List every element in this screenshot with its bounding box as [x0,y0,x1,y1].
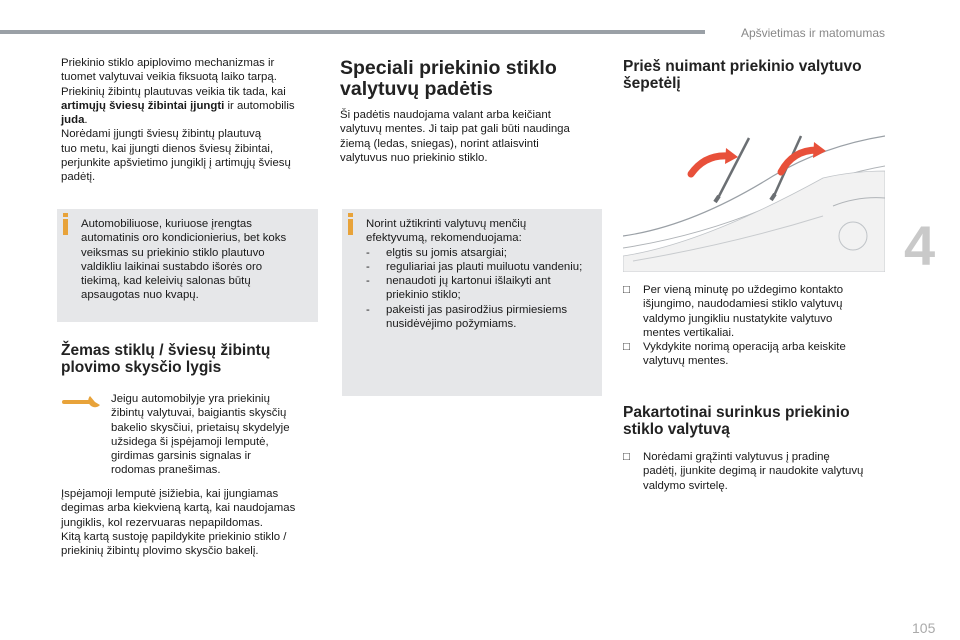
list-item: □ Norėdami grąžinti valytuvus į pradinę padėtį, įjunkite degimą ir naudokite valytuvų valdymo svirtelę. [623,451,864,492]
list-item: □ Vykdykite norimą operaciją arba keiskite valytuvų mentes. [623,341,846,368]
warning-lamp-text: Jeigu automobilyje yra priekinių žibintų valytuvai, baigiantis skysčių bakelio skysčiui, prietaisų skydelyje užsidega ši įspėjamoji lemputė, girdimas garsinis signalas ir rodomas pranešimas. [111,393,290,477]
list-item: - elgtis su jomis atsargiai; [366,246,507,259]
special-position-paragraph: Ši padėtis naudojama valant arba keičiant valytuvų mentes. Ji taip pat gali būti naudinga žiemą (ledas, sniegas), norint atlaisvinti valytuvus nuo priekinio stiklo. [340,109,570,164]
blade-care-list [366,246,594,332]
windshield-wiper-illustration [623,116,885,272]
wrench-warning-icon [62,394,102,410]
list-item: - nenaudoti jų kartonui išlaikyti ant priekinio stiklo; [366,275,551,302]
info-box-air-conditioning: Automobiliuose, kuriuose įrengtas automatinis oro kondicionierius, bet koks veiksmas su priekinio stiklo plautuvo valdikliu laikinai sustabdo išorės oro tiekimą, kad keleivių salonas būtų apsaugotas nuo kvapų. [57,209,318,322]
section-heading-fluid-level: Žemas stiklų / šviesų žibintų plovimo skysčio lygis [61,342,271,376]
list-item: - reguliariai jas plauti muiluotu vandeniu; [366,260,583,273]
header-bar [0,30,705,34]
list-item: □ Per vieną minutę po uždegimo kontakto išjungimo, naudodamiesi stiklo valytuvų valdymo jungikliu nustatykite valytuvo mentes vertikaliai. [623,284,844,339]
checkbox-marker-icon: □ [623,451,630,463]
info-box-blade-care: Norint užtikrinti valytuvų menčių efektyvumą, rekomenduojama: - elgtis su jomis atsargiai; - reguliariai jas plauti muiluotu vandeniu; - nenaudoti jų kartonui išlaikyti ant priekinio stiklo; - pakeisti jas pasirodžius pirmiesiems nusidėvėjimo požymiams. [342,209,602,396]
warning-lamp-paragraph: Įspėjamoji lemputė įsižiebia, kai įjungiamas degimas arba kiekvieną kartą, kai naudojamas jungiklis, kol rezervuaras nepapildomas. Kitą kartą sustoję papildykite priekinio stiklo / priekinių žibintų plovimo skysčio bakelį. [61,488,296,558]
list-item: - pakeisti jas pasirodžius pirmiesiems nusidėvėjimo požymiams. [366,303,568,331]
intro-paragraph: Priekinio stiklo apiplovimo mechanizmas ir tuomet valytuvai veikia fiksuotą laiko tarpą. Priekinių žibintų plautuvas veikia tik tada, kai artimųjų šviesų žibintai įjungti ir automobilis juda. Norėdami įjungti šviesų žibintų plautuvą tuo metu, kai įjungti dienos šviesų žibintai, perjunkite apšvietimo jungiklį į artimųjų šviesų padėtį. [61,57,295,184]
info-icon [63,219,68,235]
chapter-tab-number: 4 [904,214,936,277]
checkbox-marker-icon: □ [623,341,630,354]
section-heading-after-refitting: Pakartotinai surinkus priekinio stiklo valytuvą [623,404,850,438]
info-icon [348,219,353,235]
section-heading-before-removing: Prieš nuimant priekinio valytuvo šepetėlį [623,58,862,92]
page-number: 105 [912,620,936,636]
checkbox-marker-icon: □ [623,284,630,296]
section-heading-special-position: Speciali priekinio stiklo valytuvų padėtis [340,57,557,100]
after-refitting-steps [623,450,885,493]
chapter-title: Apšvietimas ir matomumas [740,26,885,40]
before-removing-steps [623,283,885,369]
